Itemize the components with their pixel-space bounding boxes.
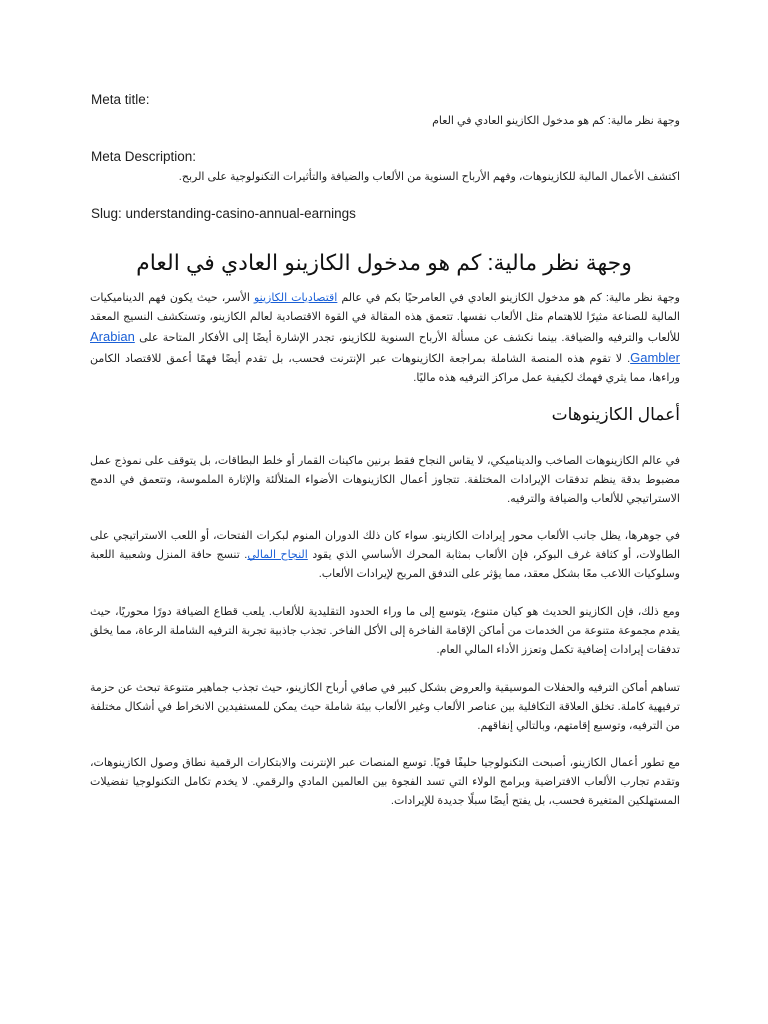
paragraph-3: ومع ذلك، فإن الكازينو الحديث هو كيان متنوع، يتوسع إلى ما وراء الحدود التقليدية للألعاب. يلعب قطاع الضيافة دورًا محوريًا، حيث يقدم مجموعة متنوعة من الخدمات من أماكن الإقامة الفاخرة إلى الأكل الفاخر. تجذب جاذبية تجربة الترفيه الشاملة الرعاة، مما يخلق تدفقات إيرادات إضافية تكمل وتعزز الأداء المالي العام. [90, 606, 680, 656]
arabian-gambler-link[interactable]: Arabian Gambler [90, 329, 680, 365]
intro-text-1: وجهة نظر مالية: كم هو مدخول الكازينو العادي في العامرحيًا بكم في عالم [337, 292, 680, 304]
slug-line: Slug: understanding-casino-annual-earnings [91, 206, 356, 221]
casino-economics-link[interactable]: اقتصاديات الكازينو [253, 292, 338, 304]
paragraph-2-text-2: . تنسج حافة المنزل وشعبية اللعبة وسلوكيات اللاعب معًا بشكل معقد، مما يؤثر على التدفق المربح لإيرادات الألعاب. [90, 549, 680, 580]
paragraph-2 [90, 527, 680, 584]
meta-title-label: Meta title: [91, 92, 150, 107]
meta-description-label: Meta Description: [91, 149, 197, 164]
meta-description-value: اكتشف الأعمال المالية للكازينوهات، وفهم الأرباح السنوية من الألعاب والضيافة والتأثيرات التكنولوجية على الربح. [178, 171, 680, 183]
meta-title-value: وجهة نظر مالية: كم هو مدخول الكازينو العادي في العام [432, 115, 680, 127]
paragraph-4: تساهم أماكن الترفيه والحفلات الموسيقية والعروض بشكل كبير في صافي أرباح الكازينو، حيث تجذب جماهير متنوعة تبحث عن حزمة ترفيهية كاملة. تخلق العلاقة التكافلية بين عناصر الألعاب وغير الألعاب بيئة شاملة حيث يمكن للمستفيدين الانخراط في أشكال مختلفة من الترفيه، وتوسيع إقامتهم، وبالتالي إنفاقهم. [90, 682, 680, 732]
paragraph-1: في عالم الكازينوهات الصاخب والديناميكي، لا يقاس النجاح فقط برنين ماكينات القمار أو خلط البطاقات، بل يتوقف على نموذج عمل مضبوط بدقة ينظم تدفقات الإيرادات المختلفة. تتجاوز أعمال الكازينوهات الأضواء المتلألئة والإثارة الملموسة، وتتعمق في الدمج الاستراتيجي للألعاب والضيافة والترفيه. [90, 455, 680, 505]
section-heading: أعمال الكازينوهات [551, 405, 680, 424]
intro-text-2: الأسر، حيث يكون فهم الديناميكيات المالية للصناعة مثيرًا للاهتمام مثل الألعاب نفسها. تتعمق هذه المقالة في القوة الاقتصادية لعالم الكازينو، وتستكشف النسيج المعقد للألعاب والترفيه والضيافة. بينما نكشف عن مسألة الأرباح السنوية للكازينو، تجدر الإشارة أيضًا إلى الأفكار المتاحة على [90, 292, 680, 344]
intro-paragraph [90, 289, 680, 388]
paragraph-2-text-1: في جوهرها، يظل جانب الألعاب محور إيرادات الكازينو. سواء كان ذلك الدوران المنوم لبكرات الفتحات، أو اللعب الاستراتيجي على الطاولات، أو كثافة غرف البوكر، فإن الألعاب بمثابة المحرك الأساسي الذي يقود [90, 530, 681, 561]
article-title: وجهة نظر مالية: كم هو مدخول الكازينو العادي في العام [136, 250, 632, 275]
intro-text-3: . لا تقوم هذه المنصة الشاملة بمراجعة الكازينوهات عبر الإنترنت فحسب، بل تقدم أيضًا فهمًا أعمق للاقتصاد الكامن وراءها، مما يثري فهمك لكيفية عمل مراكز الترفيه هذه ماليًا. [90, 353, 680, 384]
financial-success-link[interactable]: النجاح المالي [247, 549, 308, 561]
paragraph-5: مع تطور أعمال الكازينو، أصبحت التكنولوجيا حليفًا قويًا. توسع المنصات عبر الإنترنت والابتكارات الرقمية نطاق وصول الكازينوهات، وتقدم تجارب الألعاب الافتراضية وبرامج الولاء التي تسد الفجوة بين العالمين المادي والرقمي. لا يخدم تكامل التكنولوجيا تفضيلات المستهلكين المتغيرة فحسب، بل يفتح أيضًا سبلًا جديدة للإيرادات. [90, 757, 680, 807]
